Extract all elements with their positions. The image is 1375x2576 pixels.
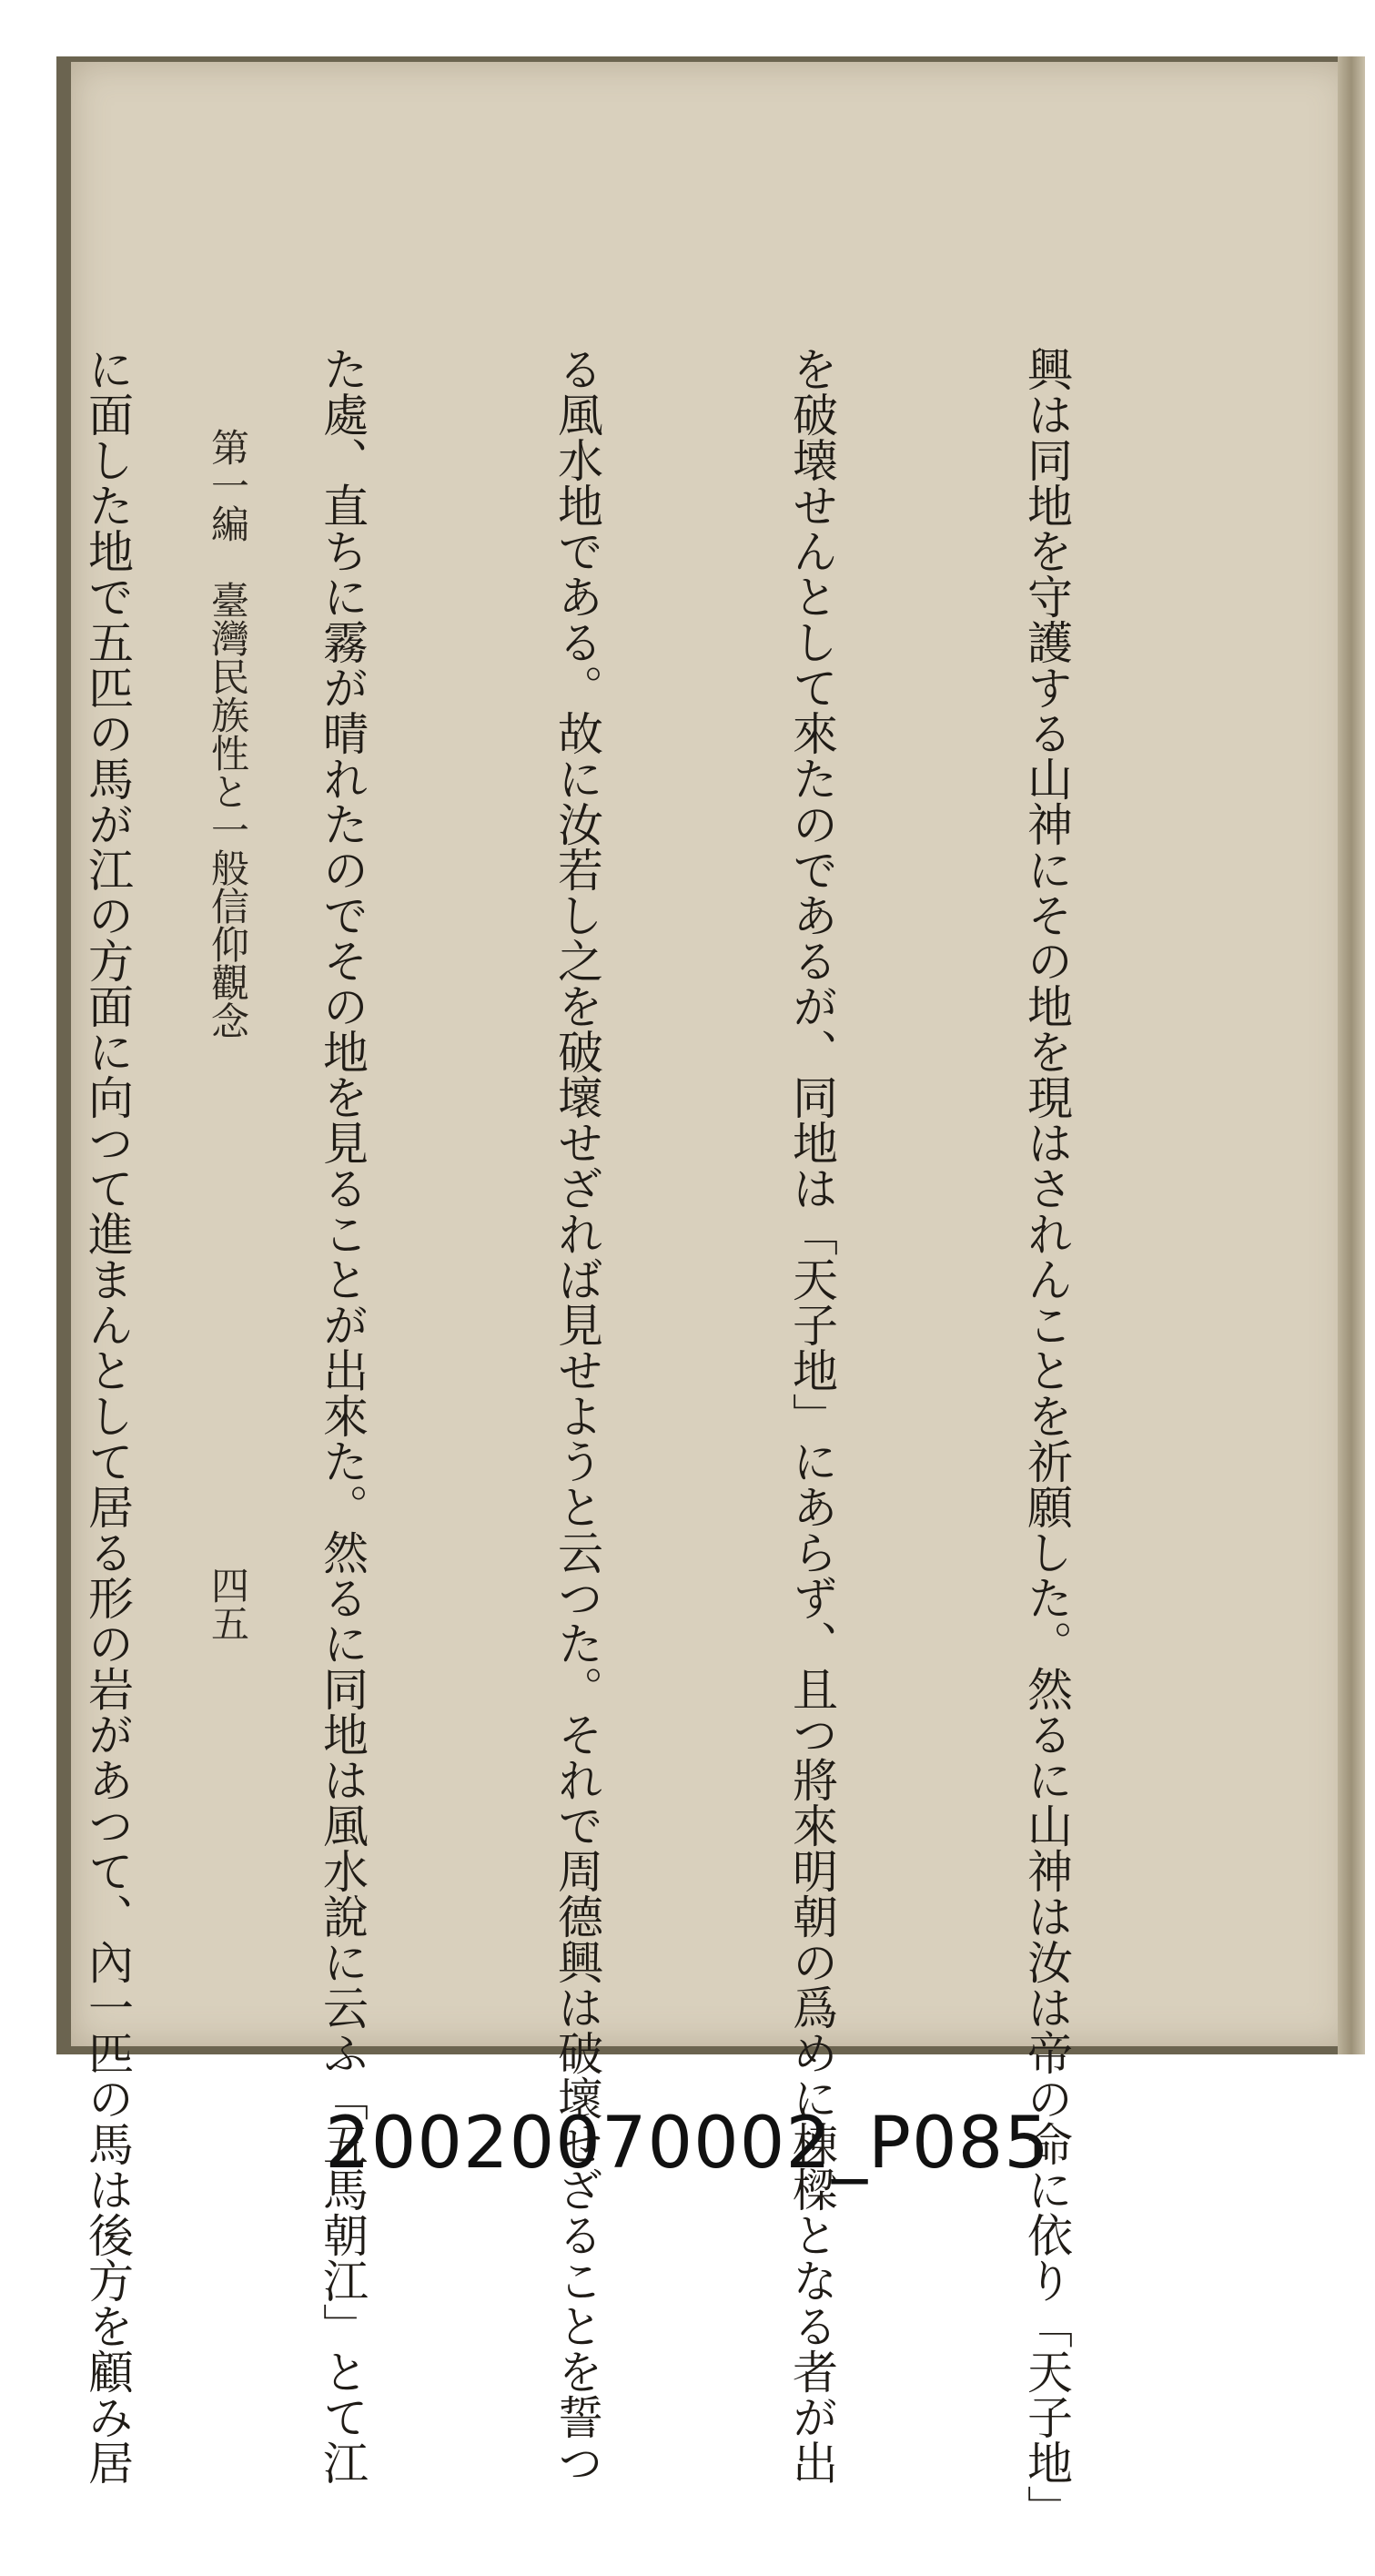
image-caption: 20020070002_P085 — [325, 2103, 1050, 2185]
text-column: 興は同地を守護する山神にその地を現はされんことを祈願した。然るに山神は汝は帝の命に依り「天子地」 — [1020, 346, 1073, 2530]
running-head: 第一編 臺灣民族性と一般信仰觀念 — [206, 428, 250, 1040]
text-column: を破壊せんとして來たのであるが、同地は「天子地」にあらず、且つ將來明朝の爲めに棟樑となる者が出 — [785, 346, 838, 2485]
text-column: に面した地で五匹の馬が江の方面に向つて進まんとして居る形の岩があつて、內一匹の馬は後方を顧み居 — [81, 346, 134, 2485]
text-column: る風水地である。故に汝若し之を破壞せざれば見せようと云つた。それで周德興は破壞せざることを誓つ — [551, 346, 603, 2485]
page-edge — [1338, 56, 1365, 2054]
page-number: 四五 — [206, 1566, 250, 1642]
text-column: た處、直ちに霧が晴れたのでその地を見ることが出來た。然るに同地は風水說に云ふ「五馬朝江」とて江 — [316, 346, 369, 2485]
